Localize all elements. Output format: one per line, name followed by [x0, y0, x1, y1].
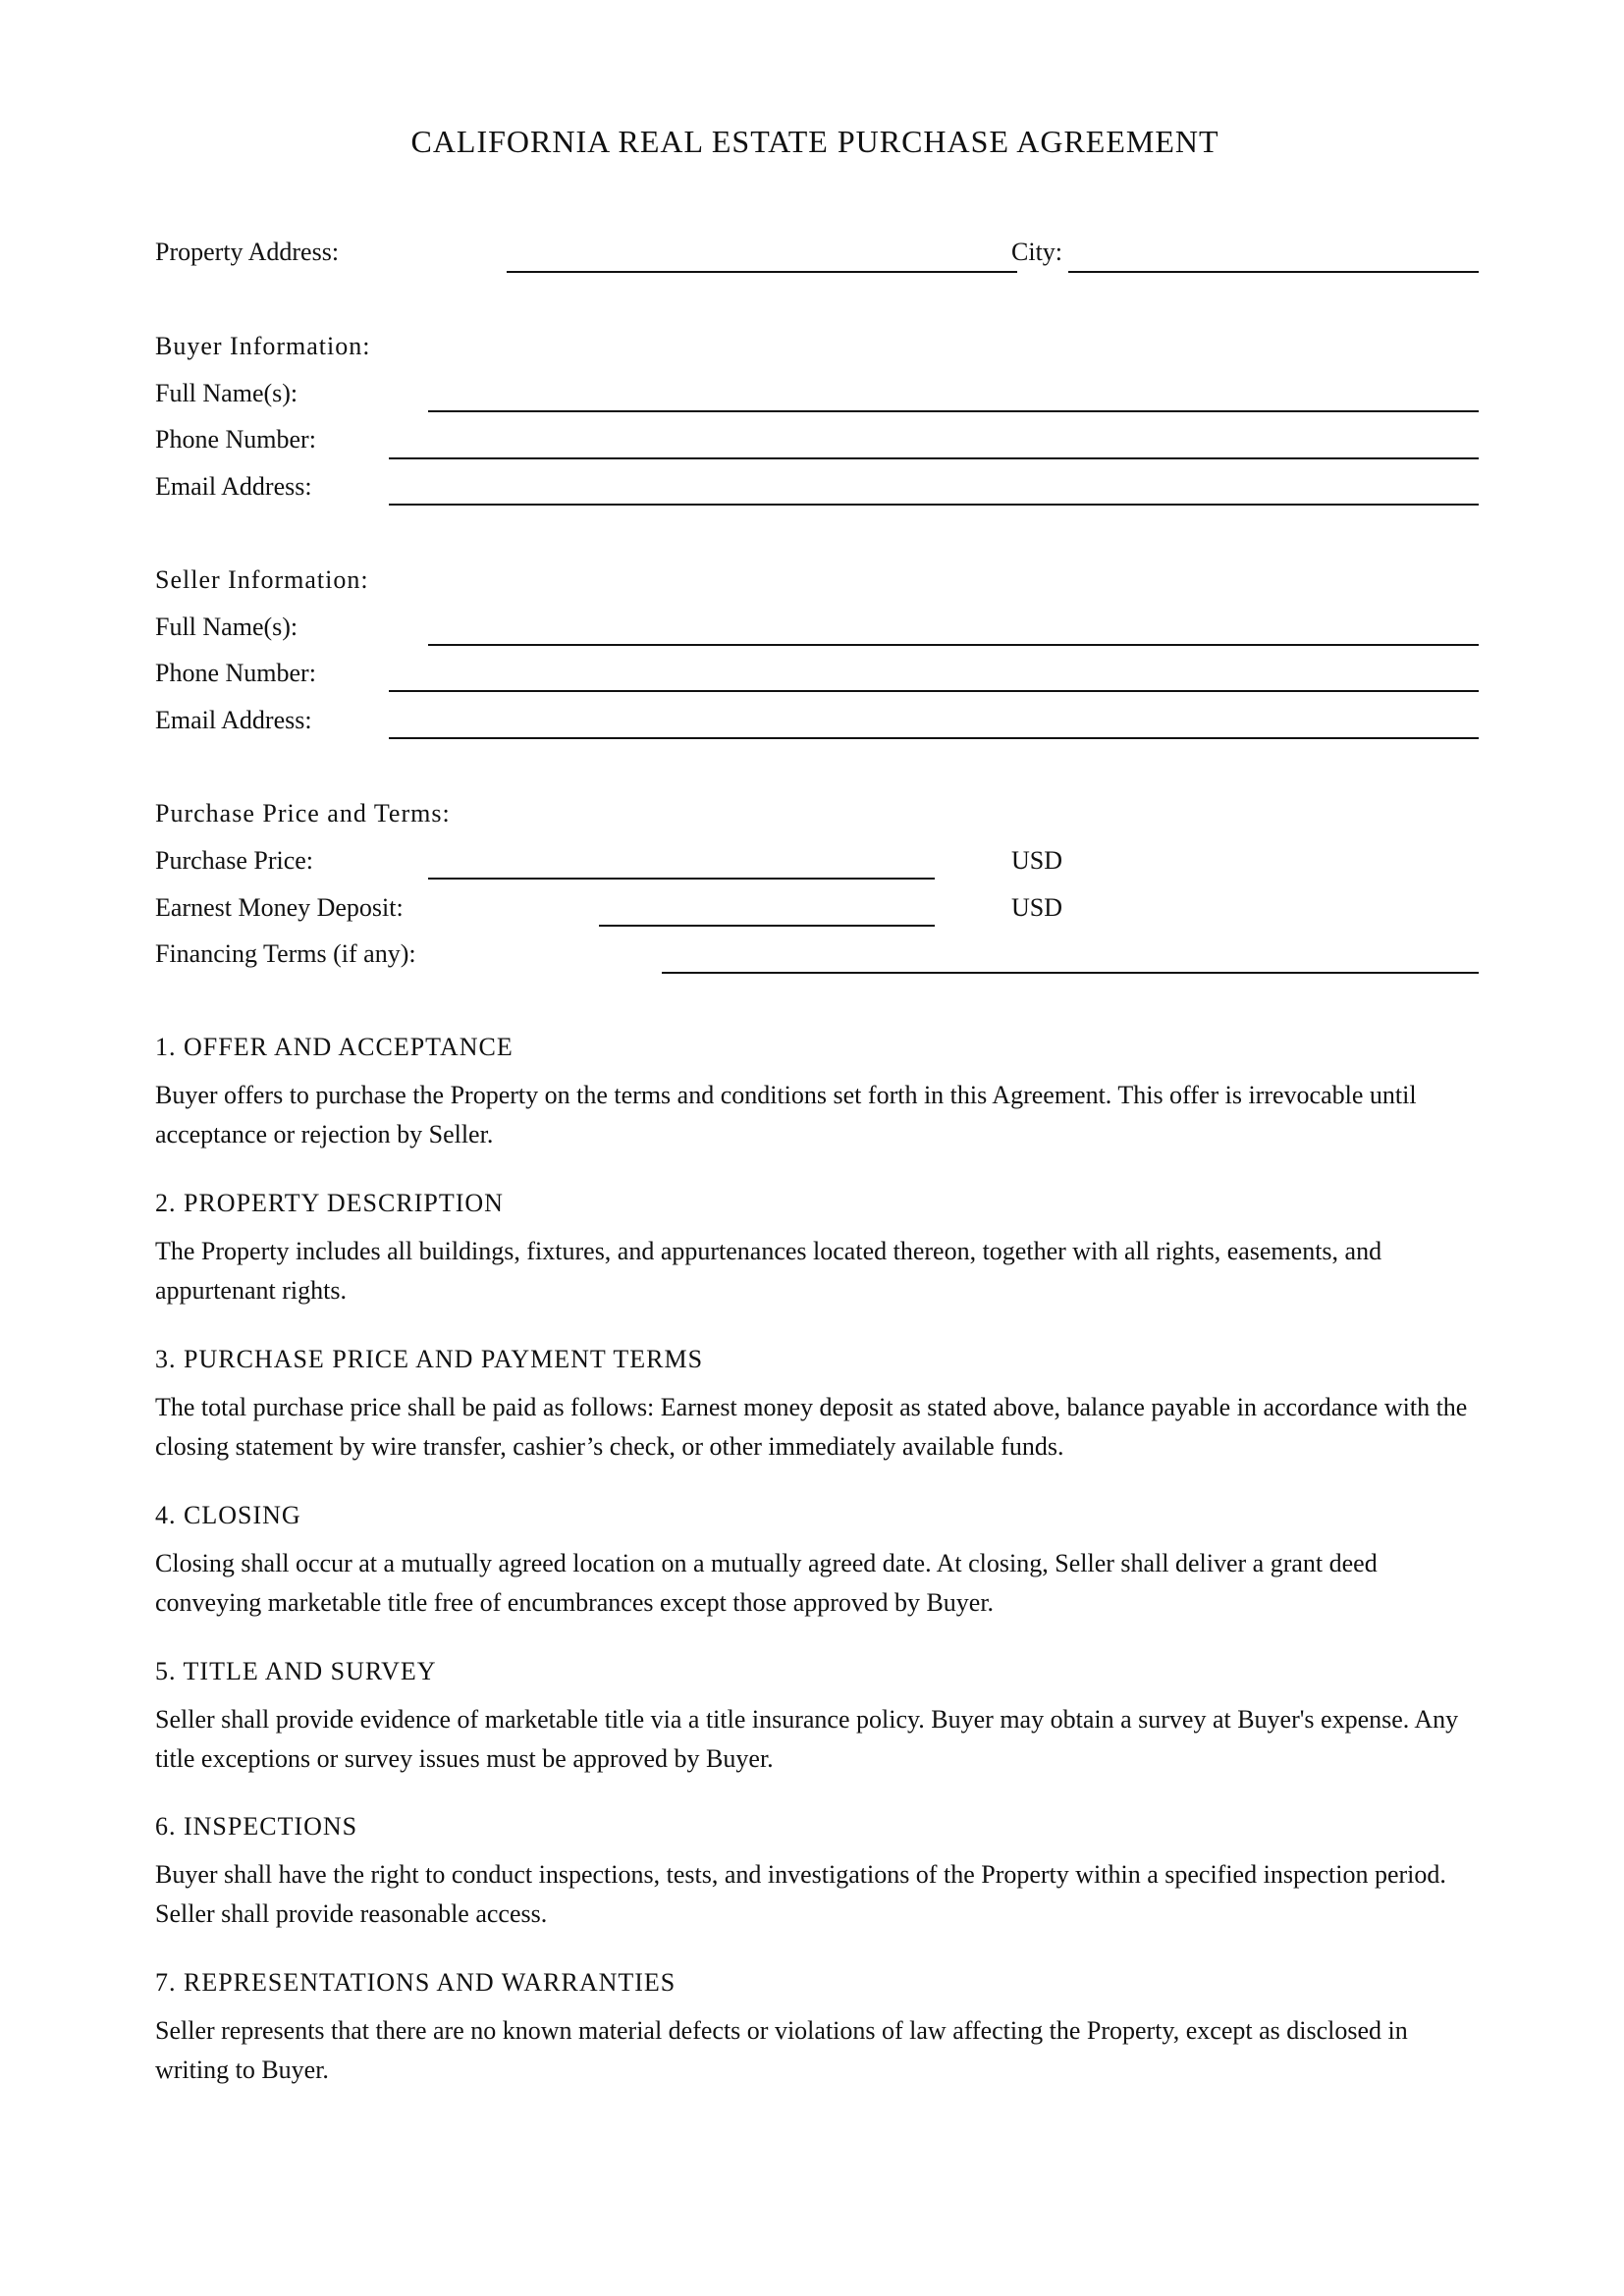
seller-name-label: Full Name(s): [155, 613, 298, 641]
section-title: 5. TITLE AND SURVEY [155, 1657, 437, 1685]
buyer-phone-field[interactable] [389, 457, 1479, 459]
buyer-email-field[interactable] [389, 504, 1479, 506]
purchase-price-field[interactable] [428, 878, 935, 880]
seller-name-field[interactable] [428, 644, 1479, 646]
buyer-name-label: Full Name(s): [155, 379, 298, 407]
section-body: The total purchase price shall be paid as follows: Earnest money deposit as stated above, balance payable in accordance with the closing statement by wire transfer, cashier’s check, or other immediately available funds. [155, 1393, 1468, 1461]
seller-email-label: Email Address: [155, 706, 312, 734]
section-title: 7. REPRESENTATIONS AND WARRANTIES [155, 1968, 677, 1997]
property-address-label: Property Address: [155, 238, 340, 266]
deposit-field[interactable] [599, 925, 935, 927]
terms-heading: Purchase Price and Terms: [155, 799, 451, 828]
buyer-phone-label: Phone Number: [155, 425, 316, 454]
section-body: Closing shall occur at a mutually agreed location on a mutually agreed date. At closing, Seller shall deliver a grant deed conveying marketable title free of encumbrances except those approved by Buyer. [155, 1549, 1378, 1617]
section-body: Buyer offers to purchase the Property on the terms and conditions set forth in this Agreement. This offer is irrevocable until acceptance or rejection by Seller. [155, 1081, 1417, 1148]
city-field[interactable] [1068, 271, 1479, 273]
deposit-label: Earnest Money Deposit: [155, 893, 404, 922]
section-title: 3. PURCHASE PRICE AND PAYMENT TERMS [155, 1345, 704, 1373]
purchase-price-label: Purchase Price: [155, 846, 314, 875]
section-title: 2. PROPERTY DESCRIPTION [155, 1189, 504, 1217]
section-body: Buyer shall have the right to conduct inspections, tests, and investigations of the Property within a specified inspection period. Seller shall provide reasonable access. [155, 1860, 1446, 1928]
section-title: 4. CLOSING [155, 1501, 301, 1529]
seller-phone-field[interactable] [389, 690, 1479, 692]
deposit-currency: USD [1011, 893, 1063, 922]
section-title: 6. INSPECTIONS [155, 1812, 358, 1841]
section-title: 1. OFFER AND ACCEPTANCE [155, 1033, 514, 1061]
section-body: Seller represents that there are no known material defects or violations of law affecting the Property, except as disclosed in writing to Buyer. [155, 2016, 1408, 2084]
buyer-name-field[interactable] [428, 410, 1479, 412]
financing-field[interactable] [662, 972, 1479, 974]
section-body: The Property includes all buildings, fixtures, and appurtenances located thereon, together with all rights, easements, and appurtenant rights. [155, 1237, 1382, 1305]
property-address-field[interactable] [507, 271, 1017, 273]
city-label: City: [1011, 238, 1063, 266]
seller-heading: Seller Information: [155, 565, 369, 594]
document-title: CALIFORNIA REAL ESTATE PURCHASE AGREEMENT [410, 124, 1219, 159]
seller-phone-label: Phone Number: [155, 659, 316, 687]
buyer-heading: Buyer Information: [155, 332, 371, 360]
section-body: Seller shall provide evidence of marketable title via a title insurance policy. Buyer may obtain a survey at Buyer's expense. Any title exceptions or survey issues must be approved by Buyer. [155, 1705, 1459, 1773]
seller-email-field[interactable] [389, 737, 1479, 739]
financing-label: Financing Terms (if any): [155, 939, 416, 968]
purchase-price-currency: USD [1011, 846, 1063, 875]
buyer-email-label: Email Address: [155, 472, 312, 501]
